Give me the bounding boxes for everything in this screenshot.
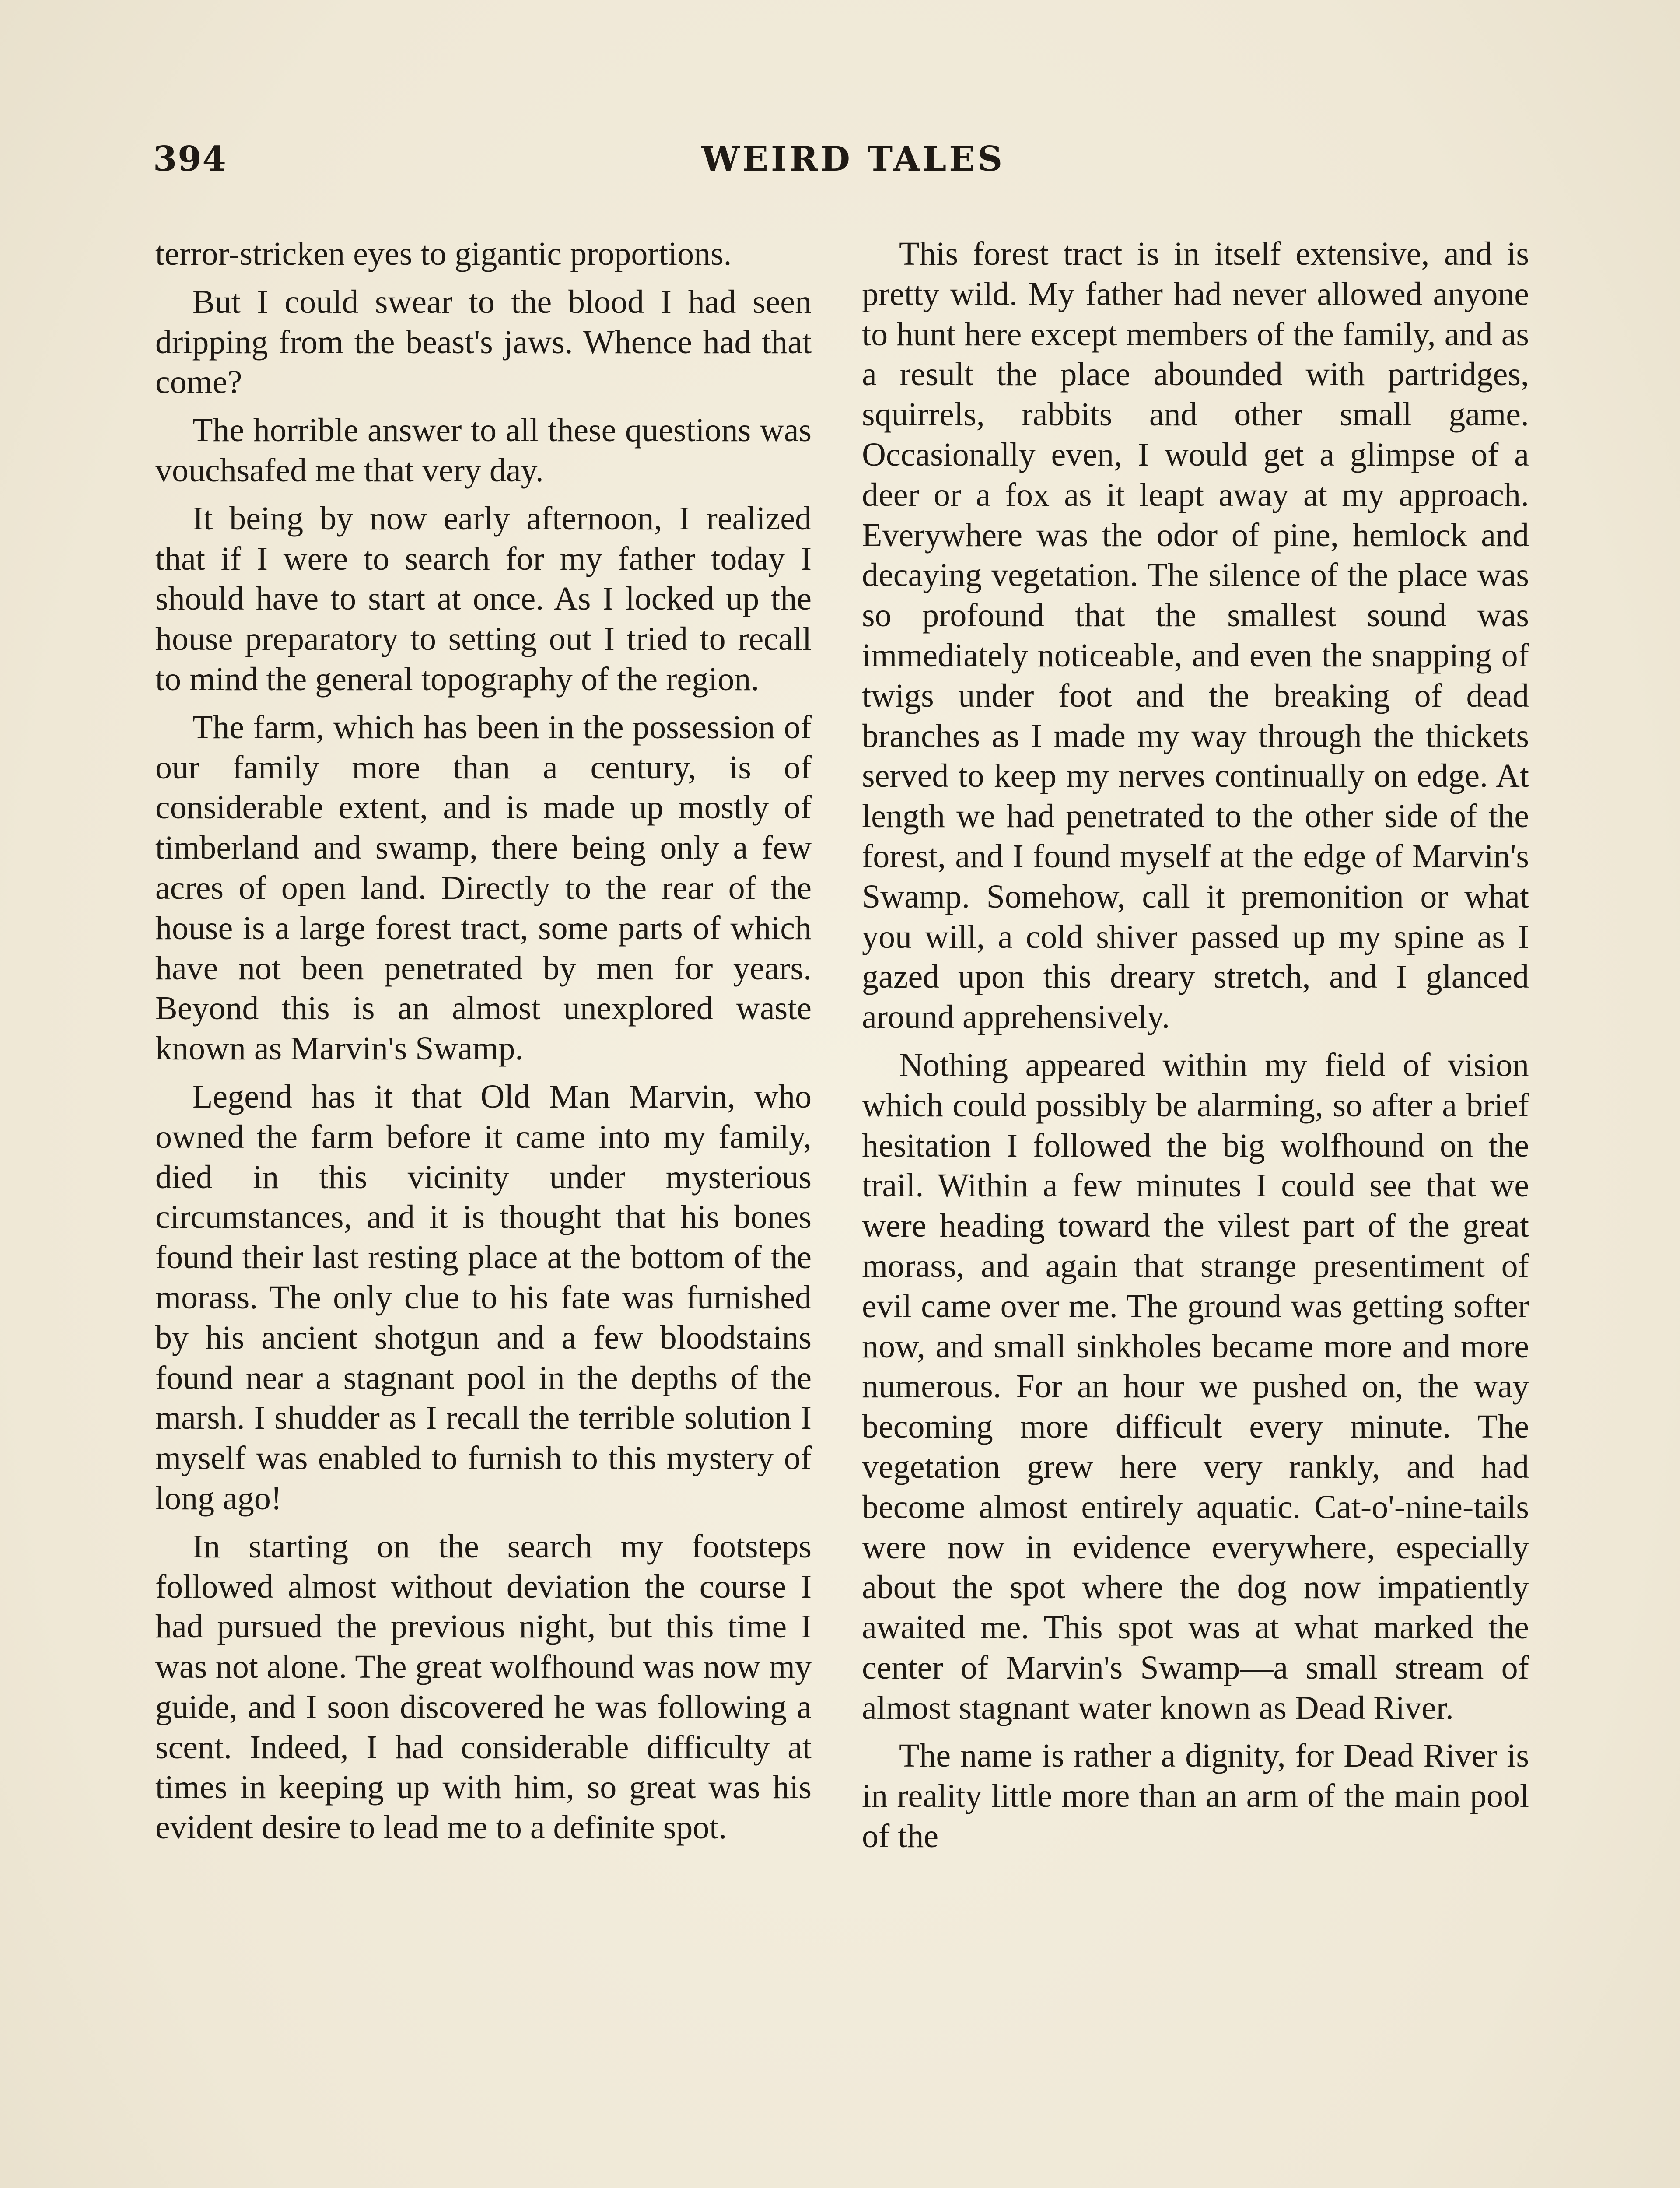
paragraph: In starting on the search my footsteps followed almost without deviation the course I had pursued the previous night, but this time I was not alone. The great wolfhound was now my guide, and I soon discovered he was following a scent. Indeed, I had considerable difficulty at times in keeping up with him, so great was his evident desire to lead me to a definite spot. — [155, 1528, 812, 1846]
left-column — [155, 234, 812, 1856]
paragraph: It being by now early afternoon, I realized that if I were to search for my father today I should have to start at once. As I locked up the house preparatory to setting out I tried to recall to mind the general topography of the region. — [155, 500, 812, 698]
paragraph: The horrible answer to all these questions was vouchsafed me that very day. — [155, 412, 812, 489]
paragraph: This forest tract is in itself extensive, and is pretty wild. My father had never allowed anyone to hunt here except members of the family, and as a result the place abounded with partridges, squirrels, rabbits and other small game. Occasionally even, I would get a glimpse of a deer or a fox as it leapt away at my approach. Everywhere was the odor of pine, hemlock and decaying vegetation. The silence of the place was so profound that the smallest sound was immediately noticeable, and even the snapping of twigs under foot and the breaking of dead branches as I made my way through the thickets served to keep my nerves continually on edge. At length we had penetrated to the other side of the forest, and I found myself at the edge of Marvin's Swamp. Somehow, call it premonition or what you will, a cold shiver passed up my spine as I gazed upon this dreary stretch, and I glanced around apprehensively. — [862, 235, 1529, 1036]
paragraph: terror-stricken eyes to gigantic proportions. — [155, 235, 732, 272]
page-number: 394 — [153, 139, 227, 179]
paragraph: But I could swear to the blood I had seen dripping from the beast's jaws. Whence had that come? — [155, 283, 812, 401]
page-header — [153, 139, 1553, 183]
paragraph: The name is rather a dignity, for Dead River is in reality little more than an arm of the main pool of the — [862, 1737, 1529, 1855]
paragraph: The farm, which has been in the possession of our family more than a century, is of considerable extent, and is made up mostly of timberland and swamp, there being only a few acres of open land. Directly to the rear of the house is a large forest tract, some parts of which have not been penetrated by men for years. Beyond this is an almost unexplored waste known as Marvin's Swamp. — [155, 708, 812, 1067]
paragraph: Legend has it that Old Man Marvin, who owned the farm before it came into my family, died in this vicinity under mysterious circumstances, and it is thought that his bones found their last resting place at the bottom of the morass. The only clue to his fate was furnished by his ancient shotgun and a few bloodstains found near a stagnant pool in the depths of the marsh. I shudder as I recall the terrible solution I myself was enabled to furnish to this mystery of long ago! — [155, 1078, 812, 1517]
right-column — [862, 234, 1529, 1865]
paragraph: Nothing appeared within my field of vision which could possibly be alarming, so after a brief hesitation I followed the big wolfhound on the trail. Within a few minutes I could see that we were heading toward the vilest part of the great morass, and again that strange presentiment of evil came over me. The ground was getting softer now, and small sinkholes became more and more numerous. For an hour we pushed on, the way becoming more difficult every minute. The vegetation grew here very rankly, and had become almost entirely aquatic. Cat-o'-nine-tails were now in evidence everywhere, especially about the spot where the dog now impatiently awaited me. This spot was at what marked the center of Marvin's Swamp—a small stream of almost stagnant water known as Dead River. — [862, 1046, 1529, 1726]
running-title: WEIRD TALES — [701, 139, 1005, 179]
